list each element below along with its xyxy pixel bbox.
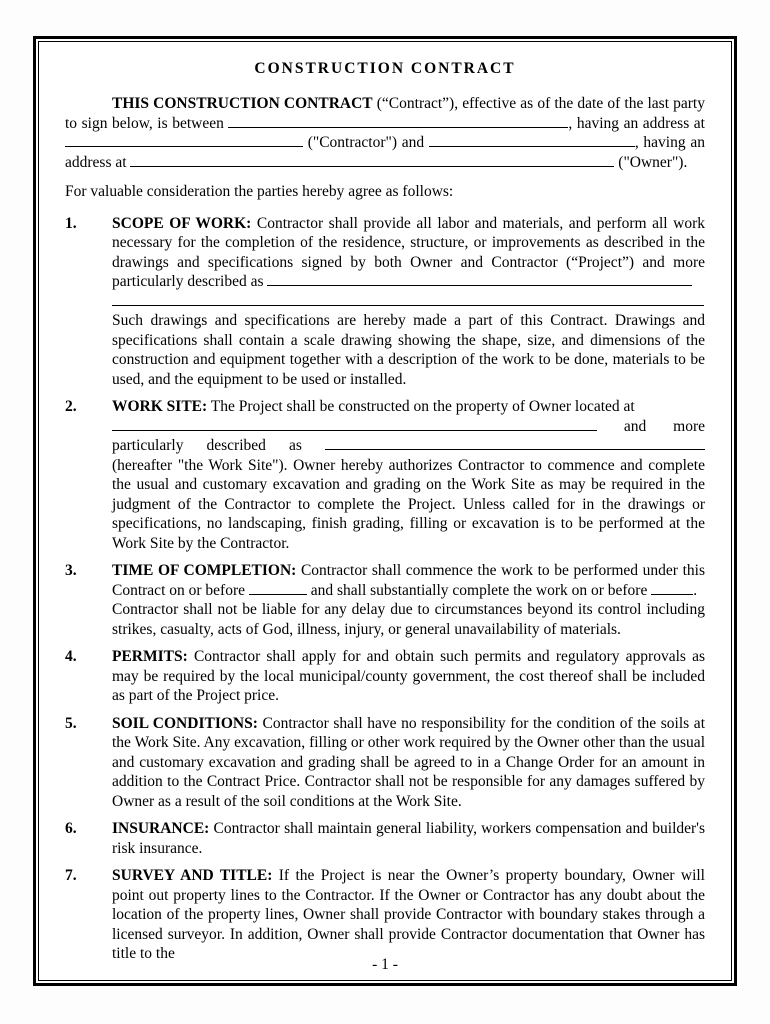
contract-section <box>65 647 705 706</box>
section-heading: WORK SITE: <box>112 398 208 415</box>
text-run: (“Contract”), effective as of the date of the last party to sign below, is between <box>65 95 705 132</box>
fill-in-blank[interactable] <box>112 292 704 306</box>
text-run: , having an address at <box>568 114 705 132</box>
section-number: 5. <box>65 714 77 732</box>
text-run: ("Contractor") and <box>303 134 429 151</box>
text-run: If the Project is near the Owner’s property boundary, Owner will point out property lines to the Contractor. If the Owner or Contractor has any doubt about the location of the property lines, Owner shall provide Contractor with boundary stakes through a licensed surveyor. In addition, Owner shall provide Contractor documentation that Owner has title to the <box>112 867 705 962</box>
contract-section <box>65 866 705 964</box>
text-run: The Project shall be constructed on the property of Owner located at <box>207 398 635 415</box>
section-heading: INSURANCE: <box>112 820 210 837</box>
fill-in-blank[interactable] <box>112 417 597 431</box>
fill-in-blank[interactable] <box>249 581 307 595</box>
fill-in-blank[interactable] <box>65 133 303 147</box>
text-run: Contractor shall not be liable for any delay due to circumstances beyond its control including strikes, casualty, acts of God, illness, injury, or general unavailability of materials. <box>112 601 705 638</box>
section-paragraph <box>112 819 705 858</box>
section-paragraph <box>112 714 705 812</box>
text-run: Contractor shall provide all labor and materials, and perform all work necessary for the completion of the residence, structure, or improvements as described in the drawings and specifications signed by both Owner and Contractor (“Project”) and more particularly described as <box>112 214 705 290</box>
fill-in-blank[interactable] <box>267 272 692 286</box>
page-content <box>38 41 732 981</box>
text-run: ("Owner"). <box>614 153 688 171</box>
section-number: 3. <box>65 562 77 579</box>
text-run: , having an address at <box>65 134 705 171</box>
section-heading: PERMITS: <box>112 648 188 665</box>
section-number: 7. <box>65 867 77 884</box>
section-heading: SURVEY AND TITLE: <box>112 867 273 884</box>
fill-in-blank[interactable] <box>325 436 705 450</box>
text-run: Contractor shall apply for and obtain such permits and regulatory approvals as may be required by the local municipal/county government, the cost thereof shall be included as part of the Project price. <box>112 648 705 704</box>
section-number: 4. <box>65 648 77 665</box>
page-number: - 1 - <box>372 956 398 973</box>
intro-paragraph <box>65 94 705 172</box>
section-paragraph <box>112 561 705 639</box>
consideration-line: For valuable consideration the parties hereby agree as follows: <box>65 183 454 200</box>
section-heading: SCOPE OF WORK: <box>112 214 252 232</box>
section-paragraph <box>112 214 705 390</box>
fill-in-blank[interactable] <box>429 133 635 147</box>
section-number: 1. <box>65 214 77 232</box>
contract-section <box>65 714 705 812</box>
contract-section <box>65 819 705 858</box>
section-number: 2. <box>65 398 77 415</box>
contract-section <box>65 397 705 553</box>
text-run: Contractor shall have no responsibility for the condition of the soils at the Work Site. Any excavation, filling or other work required by the Owner other than the usual and customary excavation and grading shall be agreed to in a Change Order for an amount in addition to the Contract Price. Contractor shall not be responsible for any damages suffered by Owner as a result of the soil conditions at the Work Site. <box>112 714 705 810</box>
sections-list <box>65 214 705 964</box>
page-border <box>33 36 737 986</box>
section-heading: TIME OF COMPLETION: <box>112 562 297 579</box>
text-run: . <box>693 581 698 599</box>
section-paragraph <box>112 647 705 706</box>
section-heading: THIS CONSTRUCTION CONTRACT <box>112 95 373 112</box>
text-run: Contractor shall maintain general liability, workers compensation and builder's risk insurance. <box>112 820 705 857</box>
section-paragraph <box>112 397 705 553</box>
text-run: and shall substantially complete the work on or before <box>306 581 652 599</box>
fill-in-blank[interactable] <box>651 581 693 595</box>
text-run: Contractor shall commence the work to be performed under this Contract on or before <box>112 562 705 599</box>
contract-section <box>65 214 705 390</box>
text-run: and more particularly described as <box>112 417 705 454</box>
text-run: Such drawings and specifications are hereby made a part of this Contract. Drawings and specifications shall contain a scale drawing showing the shape, size, and dimensions of the construction and equipment together with a description of the work to be done, materials to be used, and the equipment to be used or installed. <box>112 312 705 388</box>
section-number: 6. <box>65 820 77 837</box>
section-paragraph <box>112 866 705 964</box>
text-run: (hereafter "the Work Site"). Owner hereby authorizes Contractor to commence and complete the usual and customary excavation and grading on the Work Site as may be required in the judgment of the Contractor to complete the Project. Unless called for in the drawings or specifications, no landscaping, finish grading, filling or excavation is to be performed at the Work Site by the Contractor. <box>112 456 705 552</box>
fill-in-blank[interactable] <box>130 153 614 167</box>
document-title: CONSTRUCTION CONTRACT <box>254 60 516 77</box>
contract-section <box>65 561 705 639</box>
fill-in-blank[interactable] <box>228 114 568 128</box>
section-heading: SOIL CONDITIONS: <box>112 714 258 732</box>
